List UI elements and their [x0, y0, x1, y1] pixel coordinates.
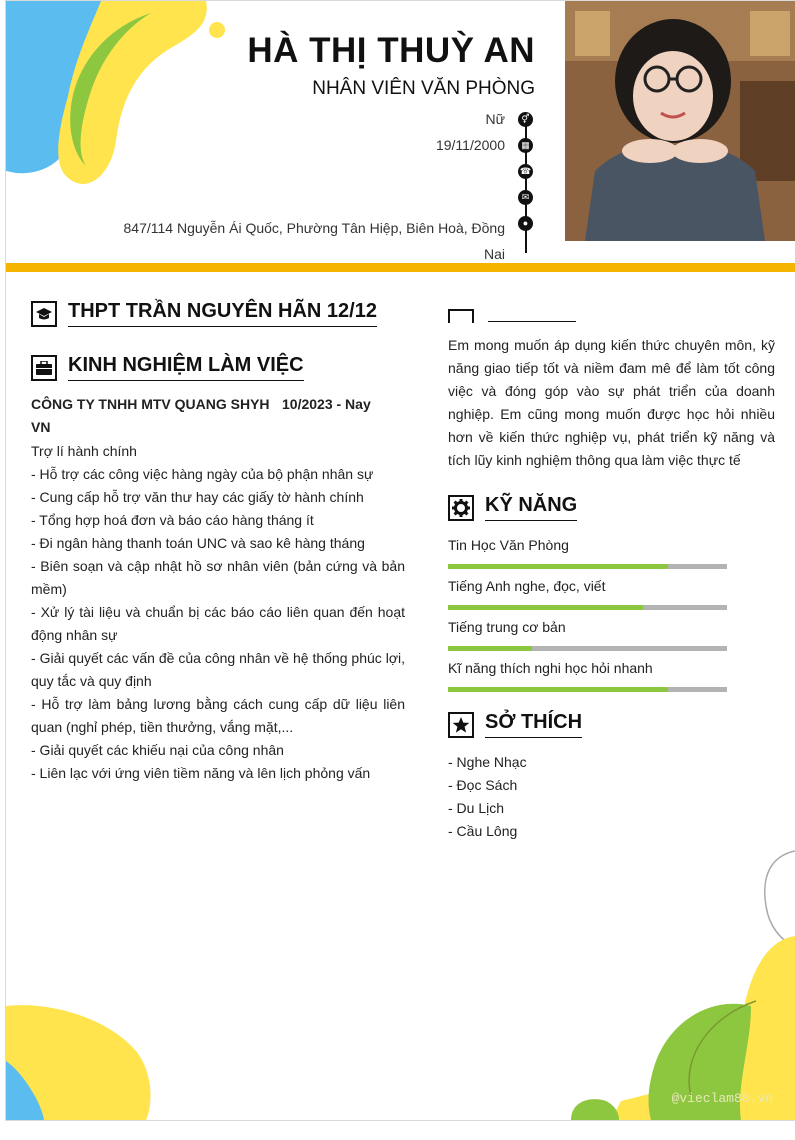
experience-item: - Biên soạn và cập nhật hồ sơ nhân viên (bản cứng và bản mềm) [31, 558, 405, 597]
education-section-title [31, 300, 377, 327]
company-name-line-1: CÔNG TY TNHH MTV QUANG SHYH [31, 396, 270, 412]
phone-icon: ☎ [518, 164, 533, 179]
calendar-icon: ▦ [518, 138, 533, 153]
top-left-decoration [6, 1, 246, 201]
experience-item: - Hỗ trợ làm bảng lương bằng cách cung cấp dữ liệu liên quan (nghỉ phép, tiền thưởng, vắng mặt,... [31, 696, 405, 735]
experience-item: - Giải quyết các khiếu nại của công nhân [31, 742, 284, 758]
target-icon [448, 309, 474, 323]
gender-text: Nữ [485, 111, 505, 127]
experience-list [31, 463, 405, 785]
gender-icon: ⚥ [518, 112, 533, 127]
skill-bar [448, 564, 727, 569]
address-line-1: 847/114 Nguyễn Ái Quốc, Phường Tân Hiệp, Biên Hoà, Đồng [123, 220, 505, 236]
star-icon [448, 712, 474, 738]
hobby-item: - Du Lịch [448, 800, 505, 816]
company-name-line-2: VN [31, 419, 51, 435]
hobby-item: - Nghe Nhạc [448, 754, 527, 770]
hobby-item: - Cầu Lông [448, 823, 518, 839]
experience-period: 10/2023 - Nay [282, 396, 371, 412]
skills-title: KỸ NĂNG [485, 494, 577, 521]
experience-item: - Cung cấp hỗ trợ văn thư hay các giấy tờ hành chính [31, 489, 364, 505]
education-title: THPT TRẦN NGUYÊN HÃN 12/12 [68, 300, 377, 327]
skill-bar-fill [448, 605, 643, 610]
skill-label: Tin Học Văn Phòng [448, 537, 569, 553]
skill-bar-fill [448, 564, 668, 569]
birthday-text: 19/11/2000 [435, 137, 505, 153]
job-title: NHÂN VIÊN VĂN PHÒNG [312, 78, 535, 99]
skill-bar [448, 646, 727, 651]
graduation-cap-icon [31, 301, 57, 327]
profile-photo [565, 1, 795, 241]
briefcase-icon [31, 355, 57, 381]
experience-item: - Hỗ trợ các công việc hàng ngày của bộ phận nhân sự [31, 466, 374, 482]
candidate-name: HÀ THỊ THUỲ AN [247, 31, 535, 70]
location-icon: ● [518, 216, 533, 231]
experience-title: KINH NGHIỆM LÀM VIỆC [68, 354, 304, 381]
objective-title-underline [488, 321, 576, 322]
objective-text: Em mong muốn áp dụng kiến thức chuyên môn, kỹ năng giao tiếp tốt và niềm đam mê để làm tốt công việc và đóng góp vào sự phát triển của doanh nghiệp. Em cũng mong muốn được học hỏi nhiều hơn về kiến thức nghiệp vụ, phát triển kỹ năng và tích lũy kinh nghiệm thông qua làm việc thực tế [448, 337, 775, 468]
skill-bar [448, 687, 727, 692]
skill-bar-fill [448, 687, 668, 692]
address-text [124, 215, 506, 267]
cv-page [5, 0, 795, 1121]
company-name [31, 393, 281, 439]
header-divider [6, 263, 795, 272]
experience-item: - Đi ngân hàng thanh toán UNC và sao kê hàng tháng [31, 535, 365, 551]
experience-item: - Giải quyết các vấn đề của công nhân về hệ thống phúc lợi, quy tắc và quy định [31, 650, 405, 689]
objective-header-clipped [448, 301, 778, 323]
skill-bar-fill [448, 646, 532, 651]
hobbies-title: SỞ THÍCH [485, 711, 582, 738]
watermark: @vieclam88.vn [671, 1091, 773, 1106]
skill-label: Tiếng trung cơ bản [448, 619, 566, 635]
gear-icon [448, 495, 474, 521]
bottom-right-decoration [561, 846, 795, 1120]
experience-item: - Tổng hợp hoá đơn và báo cáo hàng tháng ít [31, 512, 314, 528]
bottom-left-decoration [6, 1001, 186, 1120]
experience-section-title [31, 354, 304, 381]
experience-role: Trợ lí hành chính [31, 443, 137, 459]
skill-bar [448, 605, 727, 610]
experience-item: - Liên lạc với ứng viên tiềm năng và lên lịch phỏng vấn [31, 765, 371, 781]
skill-label: Kĩ năng thích nghi học hỏi nhanh [448, 660, 653, 676]
email-icon: ✉ [518, 190, 533, 205]
hobby-item: - Đọc Sách [448, 777, 518, 793]
skills-section-title [448, 494, 577, 521]
skill-label: Tiếng Anh nghe, đọc, viết [448, 578, 606, 594]
hobbies-section-title [448, 711, 582, 738]
address-line-2: Nai [483, 246, 505, 262]
experience-item: - Xử lý tài liệu và chuẩn bị các báo cáo liên quan đến hoạt động nhân sự [31, 604, 405, 643]
